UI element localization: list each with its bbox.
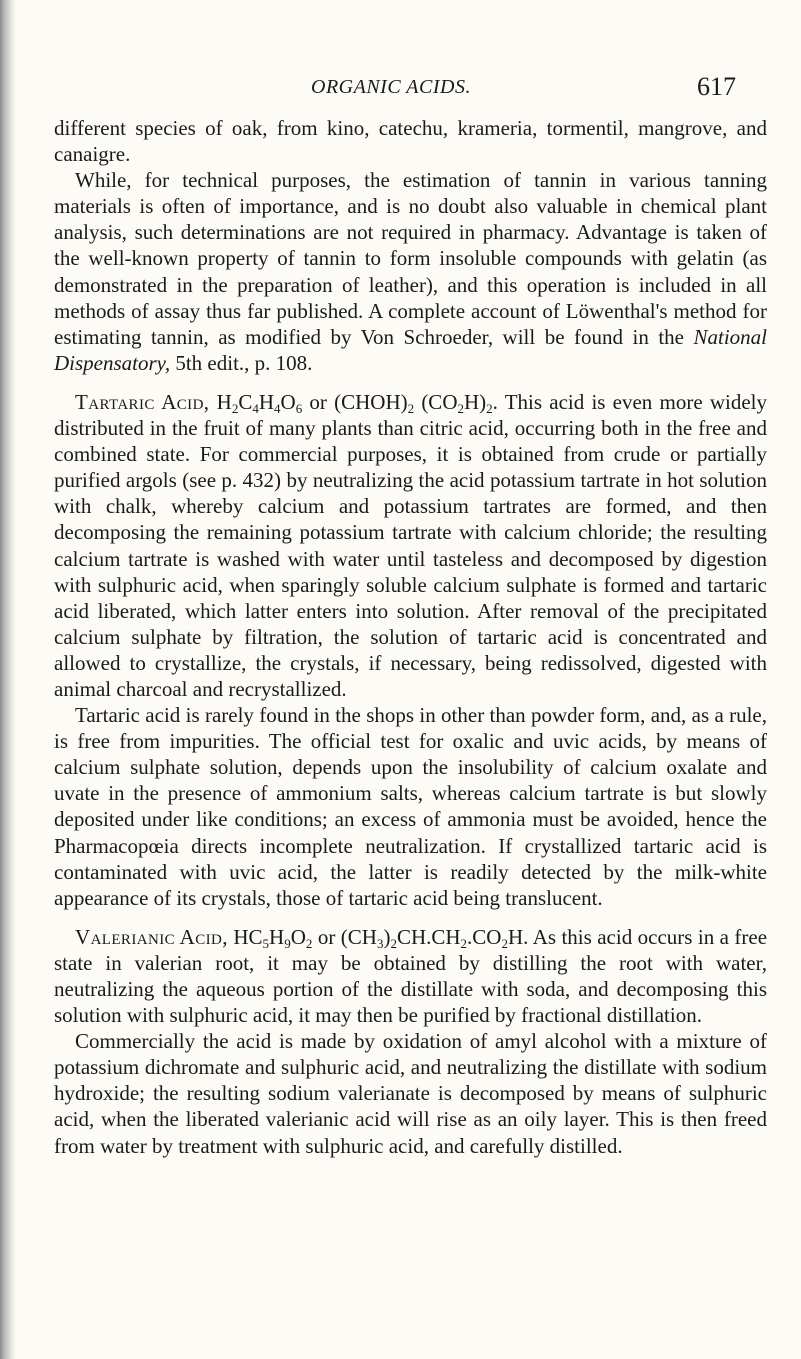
paragraph-commercial-valerianic: Commercially the acid is made by oxidation of amyl alcohol with a mixture of potassium dichromate and sulphuric acid, and neutralizing the distillate with sodium hydroxide; the resulting sodium valerianate is decomposed by means of sulphuric acid, when the liberated valerianic acid will rise as an oily layer. This is then freed from water by treatment with sulphuric acid, and carefully distilled. bbox=[54, 1029, 767, 1158]
page-number: 617 bbox=[697, 72, 736, 101]
section-text: This acid is even more widely distributed in the fruit of many plants than citric acid, occurring both in the free and combined state. For commercial purposes, it is obtained from crude or partially purified argols (see p. 432) by neutralizing the acid potassium tartrate in hot solution with chalk, whereby calcium and potassium tartrates are formed, and then decomposing the remaining potassium tartrate with calcium chloride; the resulting calcium tartrate is washed with water until tasteless and decomposed by digestion with sulphuric acid, when sparingly soluble calcium sulphate is formed and tartaric acid liberated, which latter enters into solution. After removal of the precipitated calcium sulphate by filtration, the solution of tartaric acid is concentrated and allowed to crystallize, the crystals, if necessary, being redissolved, digested with animal charcoal and recrystallized. bbox=[54, 389, 768, 701]
paragraph-tartaric-impurities: Tartaric acid is rarely found in the shops in other than powder form, and, as a rule, is free from impurities. The official test for oxalic and uvic acids, by means of calcium sulphate solution, depends upon the insolubility of calcium oxalate and uvate in the presence of ammonium salts, whereas calcium tartrate is but slowly deposited under like conditions; an excess of ammonia must be avoided, hence the Pharmacopœia directs incomplete neutralization. If crystallized tartaric acid is contaminated with uvic acid, the latter is readily detected by the milk-white appearance of its crystals, those of tartaric acid being translucent. bbox=[54, 703, 767, 910]
reference-citation: 5th edit., p. 108. bbox=[175, 350, 313, 375]
page-header bbox=[0, 72, 801, 110]
reference-title: National Dispensatory, bbox=[54, 324, 767, 375]
chemical-formula: $H_2C_4H_4O_6$ or $(CHOH)_2$ $(CO_2H)_2$. bbox=[216, 389, 498, 416]
paragraph-continuation: different species of oak, from kino, catechu, krameria, tormentil, mangrove, and canaigre. bbox=[54, 116, 767, 167]
paragraph-tannin-estimation bbox=[54, 167, 767, 376]
paragraph-text: While, for technical purposes, the estimation of tannin in various tanning materials is often of importance, and is no doubt also valuable in chemical plant analysis, such determinations are not required in pharmacy. Advantage is taken of the well-known property of tannin to form insoluble compounds with gelatin (as demonstrated in the preparation of leather), and this operation is included in all methods of assay thus far published. A complete account of Löwenthal's method for estimating tannin, as modified by Von Schroeder, will be found in the bbox=[54, 168, 767, 349]
section-tartaric-acid bbox=[54, 389, 767, 702]
section-heading: Tartaric Acid, bbox=[75, 389, 210, 414]
running-title: ORGANIC ACIDS. bbox=[311, 76, 471, 98]
chemical-formula: $HC_5H_9O_2$ or $(CH_3)_2CH.CH_2.CO_2H$. bbox=[233, 924, 529, 951]
page-binding-shadow bbox=[0, 0, 16, 1359]
section-valerianic-acid bbox=[54, 924, 767, 1028]
body-text bbox=[54, 115, 767, 1159]
section-heading: Valerianic Acid, bbox=[75, 924, 228, 949]
section-text: As this acid occurs in a free state in valerian root, it may be obtained by distilling the root with water, neutralizing the aqueous portion of the distillate with soda, and decomposing this solution with sulphuric acid, it may then be purified by fractional distillation. bbox=[54, 924, 768, 1028]
